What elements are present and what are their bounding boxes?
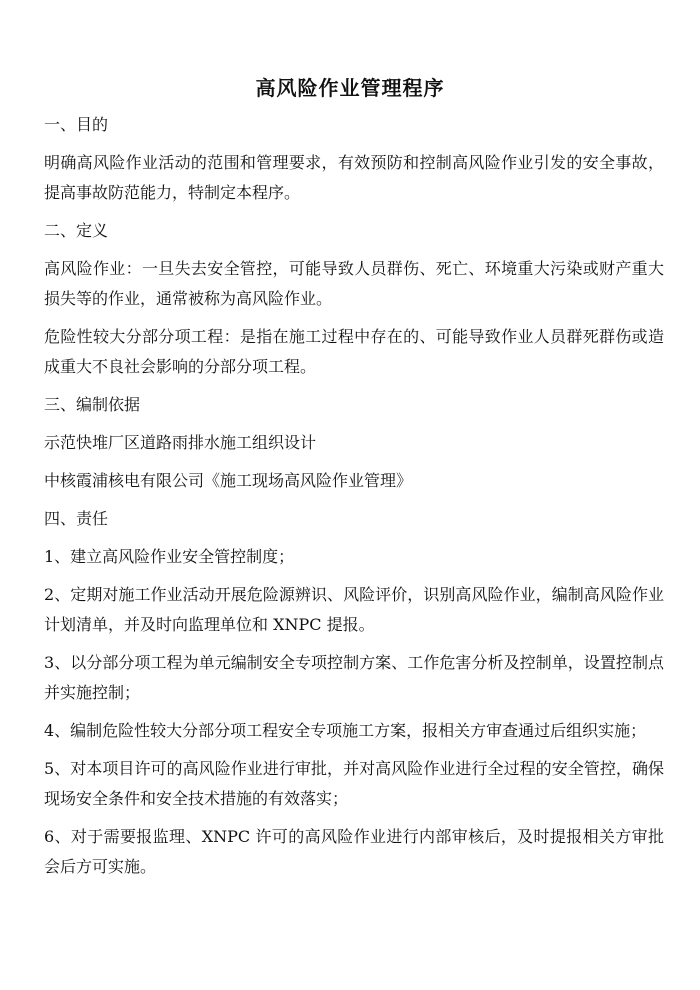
definition-dangerous-subproject: 危险性较大分部分项工程：是指在施工过程中存在的、可能导致作业人员群死群伤或造成重大不良社会影响的分部分项工程。 xyxy=(44,327,664,376)
responsibility-item-5: 5、对本项目许可的高风险作业进行审批，并对高风险作业进行全过程的安全管控，确保现场安全条件和安全技术措施的有效落实； xyxy=(44,759,664,808)
purpose-heading: 一、目的 xyxy=(44,115,109,134)
responsibility-item-2: 2、定期对施工作业活动开展危险源辨识、风险评价，识别高风险作业，编制高风险作业计划清单，并及时向监理单位和 XNPC 提报。 xyxy=(44,585,664,634)
definition-heading: 二、定义 xyxy=(44,221,109,240)
basis-item-1: 示范快堆厂区道路雨排水施工组织设计 xyxy=(44,433,317,452)
basis-heading: 三、编制依据 xyxy=(44,395,141,414)
purpose-paragraph: 明确高风险作业活动的范围和管理要求，有效预防和控制高风险作业引发的安全事故，提高事故防范能力，特制定本程序。 xyxy=(44,153,664,202)
responsibility-heading: 四、责任 xyxy=(44,509,109,528)
responsibility-item-4: 4、编制危险性较大分部分项工程安全专项施工方案，报相关方审查通过后组织实施； xyxy=(44,721,647,740)
responsibility-item-3: 3、以分部分项工程为单元编制安全专项控制方案、工作危害分析及控制单，设置控制点并实施控制； xyxy=(44,653,664,702)
responsibility-item-1: 1、建立高风险作业安全管控制度； xyxy=(44,547,295,566)
document-body xyxy=(44,110,664,890)
basis-item-2: 中核霞浦核电有限公司《施工现场高风险作业管理》 xyxy=(44,471,413,490)
document-title: 高风险作业管理程序 xyxy=(255,76,445,100)
definition-high-risk-work: 高风险作业：一旦失去安全管控，可能导致人员群伤、死亡、环境重大污染或财产重大损失等的作业，通常被称为高风险作业。 xyxy=(44,259,664,308)
responsibility-item-6: 6、对于需要报监理、XNPC 许可的高风险作业进行内部审核后，及时提报相关方审批会后方可实施。 xyxy=(44,827,664,876)
